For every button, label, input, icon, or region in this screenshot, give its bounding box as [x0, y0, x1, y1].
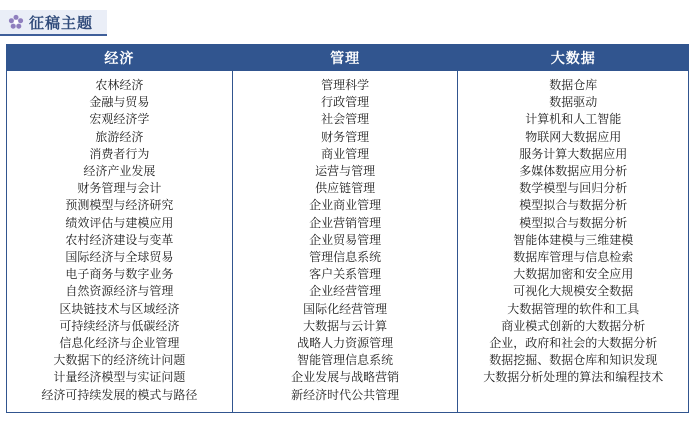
list-item: 智能体建模与三维建模 — [513, 232, 634, 247]
section-title-bar — [0, 10, 107, 36]
topics-table — [6, 44, 689, 413]
list-item: 企业商业管理 — [309, 198, 382, 213]
list-item: 可持续经济与低碳经济 — [59, 318, 180, 333]
list-item: 绩效评估与建模应用 — [65, 215, 174, 230]
list-item: 大数据分析处理的算法和编程技术 — [483, 370, 664, 385]
list-item: 企业营销管理 — [309, 215, 382, 230]
list-item: 农林经济 — [95, 78, 144, 92]
column-cell-management — [232, 71, 458, 413]
list-item: 电子商务与数字业务 — [65, 267, 174, 282]
page-title: 征稿主题 — [29, 14, 94, 32]
list-item: 商业模式创新的大数据分析 — [501, 318, 646, 333]
flower-icon — [8, 14, 24, 30]
list-item: 计算机和人工智能 — [525, 112, 622, 127]
table-header-row — [7, 45, 689, 71]
column-cell-bigdata — [458, 71, 689, 413]
column-header-economics: 经济 — [7, 45, 233, 71]
list-item: 大数据加密和安全应用 — [513, 267, 634, 282]
topic-list-management — [237, 77, 454, 404]
list-item: 管理科学 — [321, 78, 370, 92]
list-item: 消费者行为 — [89, 146, 150, 161]
list-item: 企业发展与战略营销 — [291, 370, 400, 385]
list-item: 战略人力资源管理 — [297, 336, 394, 351]
column-cell-economics — [7, 71, 233, 413]
column-header-bigdata: 大数据 — [458, 45, 689, 71]
list-item: 企业贸易管理 — [309, 232, 382, 247]
topic-list-bigdata — [462, 77, 684, 387]
list-item: 管理信息系统 — [309, 250, 382, 265]
topics-table-wrapper — [6, 44, 689, 413]
list-item: 大数据下的经济统计问题 — [53, 353, 186, 368]
list-item: 企业经营管理 — [309, 284, 382, 299]
list-item: 经济可持续发展的模式与路径 — [41, 387, 198, 402]
list-item: 智能管理信息系统 — [297, 353, 394, 368]
list-item: 行政管理 — [321, 95, 370, 110]
list-item: 区块链技术与区域经济 — [59, 301, 180, 316]
list-item: 计量经济模型与实证问题 — [53, 370, 186, 385]
list-item: 宏观经济学 — [89, 112, 150, 127]
list-item: 可视化大规模安全数据 — [513, 284, 634, 299]
topic-list-economics — [11, 77, 228, 404]
list-item: 新经济时代公共管理 — [291, 387, 400, 402]
list-item: 旅游经济 — [95, 129, 144, 144]
column-header-management: 管理 — [232, 45, 458, 71]
list-item: 大数据与云计算 — [303, 318, 388, 333]
list-item: 商业管理 — [321, 146, 370, 161]
list-item: 数学模型与回归分析 — [519, 181, 628, 196]
list-item: 财务管理与会计 — [77, 181, 162, 196]
list-item: 经济产业发展 — [83, 164, 156, 179]
list-item: 多媒体数据应用分析 — [519, 164, 628, 179]
list-item: 财务管理 — [321, 129, 370, 144]
list-item: 金融与贸易 — [89, 95, 150, 110]
list-item: 模型拟合与数据分析 — [519, 198, 628, 213]
table-body-row — [7, 71, 689, 413]
list-item: 自然资源经济与管理 — [65, 284, 174, 299]
list-item: 数据仓库 — [549, 78, 598, 92]
list-item: 农村经济建设与变革 — [65, 232, 174, 247]
list-item: 国际化经营管理 — [303, 301, 388, 316]
list-item: 企业，政府和社会的大数据分析 — [489, 336, 658, 351]
list-item: 社会管理 — [321, 112, 370, 127]
list-item: 客户关系管理 — [309, 267, 382, 282]
list-item: 国际经济与全球贸易 — [65, 250, 174, 265]
list-item: 数据挖掘、数据仓库和知识发现 — [489, 353, 658, 368]
list-item: 数据库管理与信息检索 — [513, 250, 634, 265]
list-item: 数据驱动 — [549, 95, 598, 110]
list-item: 物联网大数据应用 — [525, 129, 622, 144]
list-item: 供应链管理 — [315, 181, 376, 196]
list-item: 大数据管理的软件和工具 — [507, 301, 640, 316]
list-item: 模型拟合与数据分析 — [519, 215, 628, 230]
list-item: 服务计算大数据应用 — [519, 146, 628, 161]
list-item: 信息化经济与企业管理 — [59, 336, 180, 351]
list-item: 预测模型与经济研究 — [65, 198, 174, 213]
list-item: 运营与管理 — [315, 164, 376, 179]
